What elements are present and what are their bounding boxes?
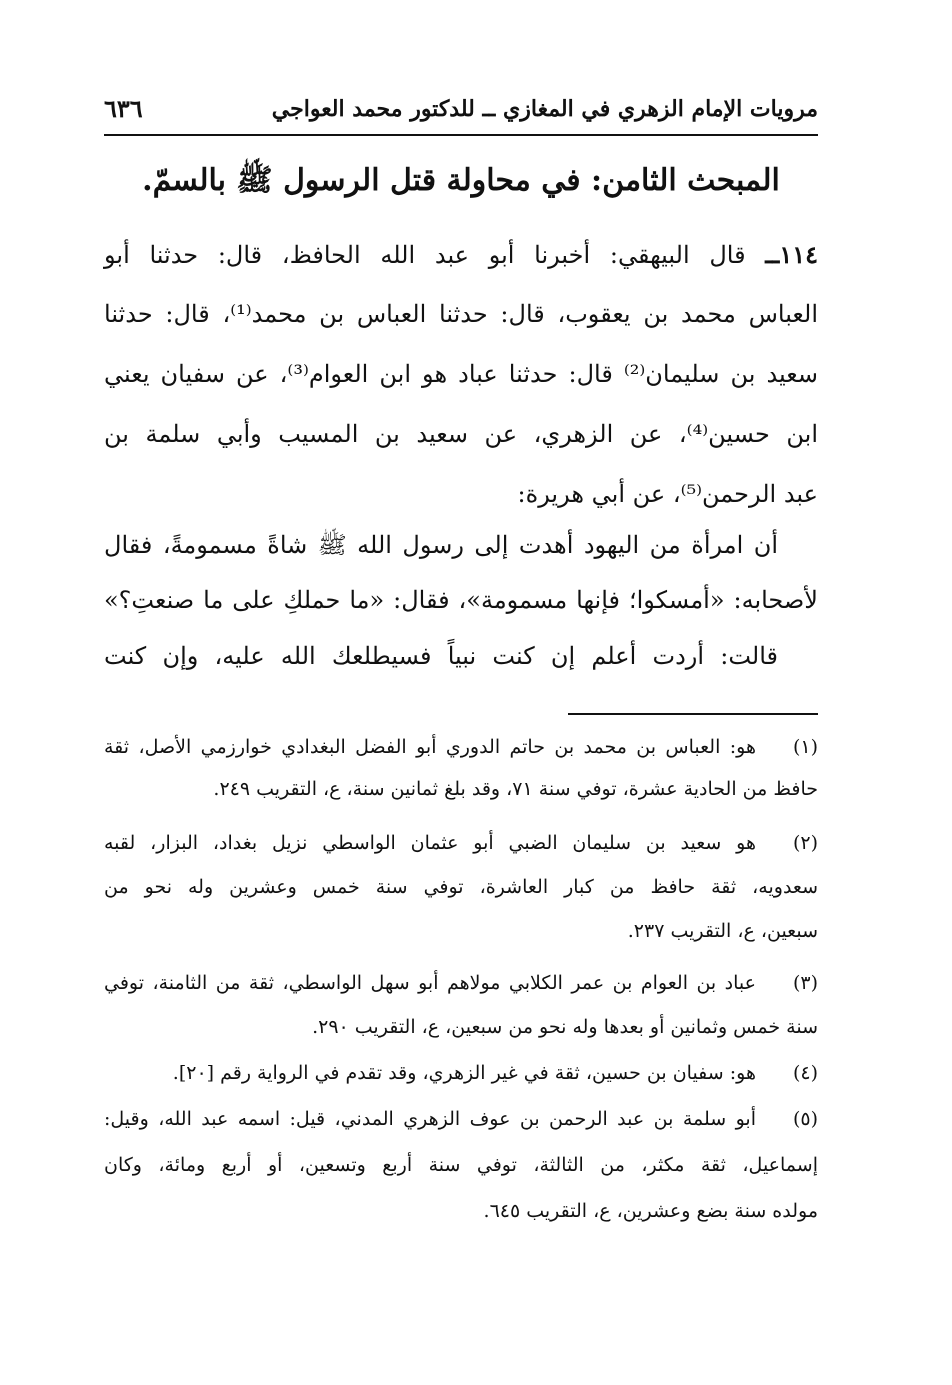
footnote-line: سعدويه، ثقة حافظ من كبار العاشرة، توفي سنة خمس وعشرين وله نحو من <box>104 876 818 898</box>
footnote-line: هو: سفيان بن حسين، ثقة في غير الزهري، وقد تقدم في الرواية رقم [٢٠]. <box>172 1062 756 1084</box>
footnote-line: هو سعيد بن سليمان الضبي أبو عثمان الواسطي نزيل بغداد، البزار، لقبه <box>104 832 756 854</box>
matn-line: قالت: أردت أعلم إن كنت نبياً فسيطلعك الله عليه، وإن كنت <box>104 642 778 670</box>
footnote-line: سبعين، ع، التقريب ٢٣٧. <box>627 920 818 942</box>
footnote-line: هو: العباس بن محمد بن حاتم الدوري أبو الفضل البغدادي خوارزمي الأصل، ثقة <box>104 736 756 758</box>
matn-line: أن امرأة من اليهود أهدت إلى رسول الله ﷺ شاةً مسمومةً، فقال <box>104 531 778 559</box>
isnad-line: ابن حسين⁽⁴⁾، عن الزهري، عن سعيد بن المسيب وأبي سلمة بن <box>104 420 818 448</box>
isnad-line: عبد الرحمن⁽⁵⁾، عن أبي هريرة: <box>517 480 818 508</box>
footnote-line: سنة خمس وثمانين أو بعدها وله نحو من سبعين، ع، التقريب ٢٩٠. <box>312 1016 818 1038</box>
section-title: المبحث الثامن: في محاولة قتل الرسول ﷺ بالسمّ. <box>142 163 780 198</box>
isnad-line: العباس محمد بن يعقوب، قال: حدثنا العباس بن محمد⁽¹⁾، قال: حدثنا <box>104 300 818 328</box>
running-title: مرويات الإمام الزهري في المغازي ــ للدكتور محمد العواجي <box>271 96 818 122</box>
footnote-line: حافظ من الحادية عشرة، توفي سنة ٧١، وقد بلغ ثمانين سنة، ع، التقريب ٢٤٩. <box>213 778 818 800</box>
footnote-line: عباد بن العوام بن عمر الكلابي مولاهم أبو سهل الواسطي، ثقة من الثامنة، توفي <box>104 972 756 994</box>
page-number: ٦٣٦ <box>104 94 143 123</box>
hadith-number: ١١٤ــ <box>765 240 818 269</box>
isnad-line: سعيد بن سليمان⁽²⁾ قال: حدثنا عباد هو ابن العوام⁽³⁾، عن سفيان يعني <box>104 360 818 388</box>
isnad-line: ١١٤ــ قال البيهقي: أخبرنا أبو عبد الله الحافظ، قال: حدثنا أبو <box>104 240 818 269</box>
footnote-line: إسماعيل، ثقة مكثر، من الثالثة، توفي سنة أربع وتسعين، أو أربع ومائة، وكان <box>104 1154 818 1176</box>
footnote-number: (٢) <box>792 832 818 854</box>
footnote-number: (٣) <box>792 972 818 994</box>
footnote-number: (٥) <box>792 1108 818 1130</box>
page-header <box>104 90 818 136</box>
footnote-line: أبو سلمة بن عبد الرحمن بن عوف الزهري المدني، قيل: اسمه عبد الله، وقيل: <box>104 1108 756 1130</box>
footnote-separator <box>568 713 818 715</box>
footnote-number: (٤) <box>792 1062 818 1084</box>
matn-line: لأصحابه: «أمسكوا؛ فإنها مسمومة»، فقال: «ما حملكِ على ما صنعتِ؟» <box>104 586 818 614</box>
footnote-line: مولده سنة بضع وعشرين، ع، التقريب ٦٤٥. <box>483 1200 818 1222</box>
footnote-number: (١) <box>792 736 818 758</box>
